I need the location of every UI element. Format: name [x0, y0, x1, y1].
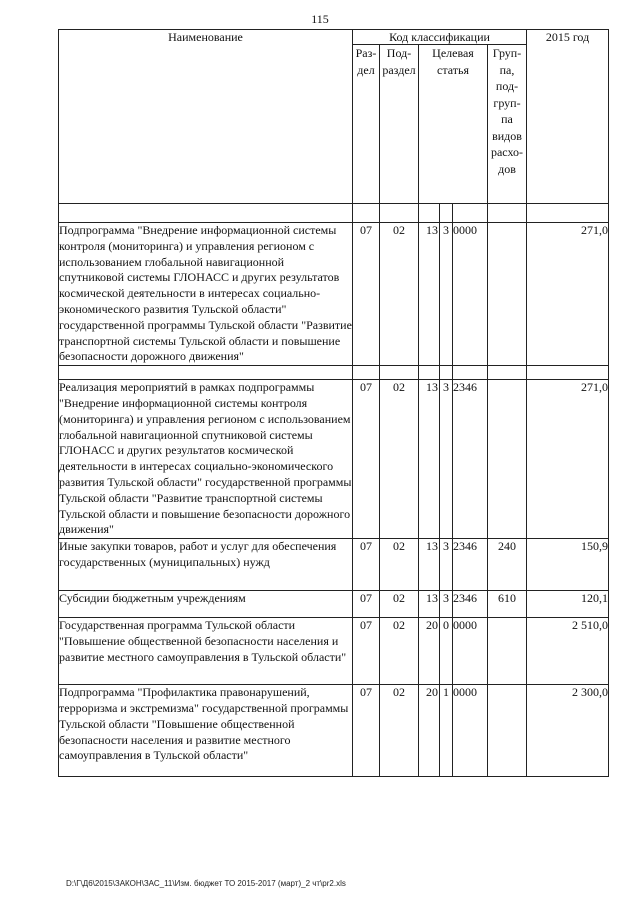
- row-target-program: 20: [419, 685, 440, 777]
- row-target-program: 13: [419, 380, 440, 539]
- row-name: Субсидии бюджетным учреждениям: [59, 591, 353, 618]
- row-target-program: 13: [419, 591, 440, 618]
- row-target-subprogram: 1: [440, 685, 453, 777]
- row-amount: 271,0: [527, 223, 609, 366]
- row-target-subprogram: 3: [440, 380, 453, 539]
- row-name: Подпрограмма "Профилактика правонарушений, терроризма и экстремизма" государственной программы Тульской области "Повышение общественной безопасности населения и развитие местного самоуправления в Тульской области": [59, 685, 353, 777]
- table-row: [59, 380, 609, 539]
- row-razdel: 07: [353, 380, 380, 539]
- row-target-code: 2346: [453, 539, 488, 591]
- row-razdel: 07: [353, 591, 380, 618]
- row-group: [488, 618, 527, 685]
- row-target-program: 13: [419, 539, 440, 591]
- header-podrazdel-label: Под- раздел: [382, 46, 416, 77]
- row-podrazdel: 02: [380, 685, 419, 777]
- spacer-row: [59, 204, 609, 223]
- row-target-code: 2346: [453, 380, 488, 539]
- table-row: [59, 685, 609, 777]
- page-number: 115: [311, 12, 329, 26]
- header-target-article: [419, 45, 488, 204]
- spacer-row: [59, 366, 609, 380]
- row-target-program: 20: [419, 618, 440, 685]
- row-target-subprogram: 3: [440, 591, 453, 618]
- row-group: [488, 380, 527, 539]
- row-podrazdel: 02: [380, 539, 419, 591]
- row-podrazdel: 02: [380, 591, 419, 618]
- file-path-footer: D:\Г\Д6\2015\ЗАКОН\ЗАС_11\Изм. бюджет ТО 2015-2017 (март)_2 чт\pr2.xls: [66, 879, 346, 888]
- budget-table: [58, 29, 609, 777]
- header-classification-code: Код классификации: [353, 30, 527, 45]
- row-razdel: 07: [353, 223, 380, 366]
- row-amount: 2 510,0: [527, 618, 609, 685]
- header-year: 2015 год: [527, 30, 609, 204]
- row-name: Подпрограмма "Внедрение информационной системы контроля (мониторинга) и управления регионом с использованием глобальной навигационной спутниковой системы ГЛОНАСС и других результатов космической деятельности в интересах социально-экономического развития Тульской области" государственной программы Тульской области "Развитие транспортной системы Тульской области и повышение безопасности дорожного движения": [59, 223, 353, 366]
- header-group-label: Груп- па, под- груп- па видов расхо- дов: [490, 46, 524, 176]
- row-razdel: 07: [353, 685, 380, 777]
- table-row: [59, 618, 609, 685]
- header-name: Наименование: [59, 30, 353, 204]
- header-razdel: [353, 45, 380, 204]
- table-row: [59, 223, 609, 366]
- row-razdel: 07: [353, 539, 380, 591]
- row-target-code: 0000: [453, 223, 488, 366]
- row-target-subprogram: 3: [440, 223, 453, 366]
- row-group: [488, 223, 527, 366]
- row-amount: 2 300,0: [527, 685, 609, 777]
- table-row: [59, 591, 609, 618]
- row-target-code: 2346: [453, 591, 488, 618]
- row-podrazdel: 02: [380, 618, 419, 685]
- row-amount: 271,0: [527, 380, 609, 539]
- table-row: [59, 539, 609, 591]
- row-name: Иные закупки товаров, работ и услуг для обеспечения государственных (муниципальных) нужд: [59, 539, 353, 591]
- row-group: [488, 685, 527, 777]
- header-razdel-label: Раз- дел: [355, 46, 377, 77]
- row-group: 240: [488, 539, 527, 591]
- row-podrazdel: 02: [380, 223, 419, 366]
- header-podrazdel: [380, 45, 419, 204]
- row-amount: 150,9: [527, 539, 609, 591]
- row-group: 610: [488, 591, 527, 618]
- header-expense-group: [488, 45, 527, 204]
- row-target-subprogram: 3: [440, 539, 453, 591]
- row-target-code: 0000: [453, 618, 488, 685]
- row-razdel: 07: [353, 618, 380, 685]
- row-target-code: 0000: [453, 685, 488, 777]
- row-target-subprogram: 0: [440, 618, 453, 685]
- row-target-program: 13: [419, 223, 440, 366]
- row-name: Государственная программа Тульской области "Повышение общественной безопасности населения и развитие местного самоуправления в Тульской области": [59, 618, 353, 685]
- header-target-label: Целевая статья: [432, 46, 474, 77]
- row-amount: 120,1: [527, 591, 609, 618]
- row-podrazdel: 02: [380, 380, 419, 539]
- row-name: Реализация мероприятий в рамках подпрограммы "Внедрение информационной системы контроля (мониторинга) и управления регионом с использованием глобальной навигационной спутниковой системы ГЛОНАСС и других результатов космической деятельности в интересах социально-экономического развития Тульской области" государственной программы Тульской области "Развитие транспортной системы Тульской области и повышение безопасности дорожного движения": [59, 380, 353, 539]
